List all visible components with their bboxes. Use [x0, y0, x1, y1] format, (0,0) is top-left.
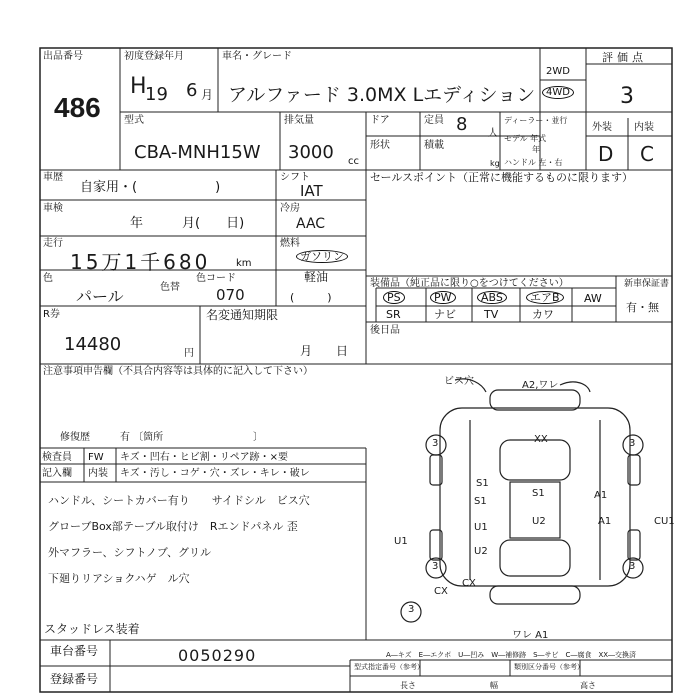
displacement-label: 排気量	[284, 115, 314, 126]
after-market-label: 後日品	[370, 325, 400, 336]
name-change-value: 月 日	[300, 344, 349, 358]
capacity-value: 8	[456, 114, 468, 135]
equip-pw: PW	[430, 291, 456, 304]
remark-4: 下廻りリアショクハゲ ル穴	[48, 572, 190, 585]
interior-label: 内装	[634, 122, 654, 133]
warranty-value: 有・無	[626, 301, 659, 314]
reg-year: 19	[145, 84, 168, 105]
equipment-label: 装備品（純正品に限り○をつけてください）	[370, 278, 569, 289]
diag-label-3-rr: 3	[629, 561, 636, 572]
equip-ps: PS	[383, 291, 405, 304]
name-change-label: 名変通知期限	[206, 308, 279, 322]
equip-tv: TV	[484, 308, 499, 321]
diag-label-3-spare: 3	[408, 604, 415, 615]
diagram-legend: A―キズ E―エクボ U―凹み W―補修跡 S―サビ C―腐食 XX―交換済	[386, 651, 637, 659]
sales-points-label: セールスポイント（正常に機能するものに限ります）	[370, 171, 634, 184]
mileage-unit: km	[236, 258, 252, 269]
inspector-label-2: 記入欄	[42, 468, 72, 479]
equip-abs: ABS	[477, 291, 507, 304]
model-year-label: モデル 年式	[504, 134, 547, 143]
diag-label-s1-a: S1	[476, 478, 489, 489]
color-code: 070	[216, 286, 245, 304]
diag-label-a2: A2,ワレ	[522, 380, 559, 391]
notes-label: 注意事項申告欄（不具合内容等は具体的に記入して下さい）	[43, 366, 313, 377]
reg-era: H	[130, 74, 147, 99]
lot-number: 486	[54, 92, 101, 123]
shape-label: 形状	[370, 140, 390, 151]
fuel-other: ( )	[290, 291, 332, 304]
recycle-label: R券	[43, 309, 60, 320]
drive-2wd: 2WD	[546, 66, 570, 77]
model-value: CBA-MNH15W	[134, 142, 261, 163]
fuel-gasoline: ガソリン	[296, 250, 348, 263]
drive-4wd: 4WD	[542, 86, 574, 99]
inspector-label: 検査員	[42, 452, 72, 463]
car-name: アルファード 3.0MX Lエディション	[228, 84, 536, 106]
remark-2: グローブBox部テーブル取付け Rエンドパネル 歪	[48, 520, 298, 533]
door-label: ドア	[370, 115, 390, 126]
diag-label-bolt-holes: ビス穴	[444, 376, 474, 387]
mileage-value: 15万1千680	[70, 250, 211, 274]
shift-value: IAT	[300, 182, 323, 200]
check-fw: FW	[88, 452, 104, 463]
dealer-label: ディーラー・並行	[504, 116, 568, 125]
equip-leather: カワ	[532, 308, 554, 321]
year-unit: 年	[532, 145, 540, 154]
reg-date-label: 初度登録年月	[124, 51, 184, 62]
repair-label: 修復歴	[60, 432, 90, 443]
usage-value: 自家用・( )	[80, 180, 221, 195]
ac-value: AAC	[296, 216, 326, 232]
inspection-value: 年 月( 日)	[130, 216, 245, 231]
lot-label: 出品番号	[43, 51, 83, 62]
plate-label: 登録番号	[50, 672, 99, 686]
mileage-label: 走行	[43, 238, 63, 249]
diag-label-3-rl: 3	[432, 561, 439, 572]
recycle-value: 14480	[64, 334, 122, 355]
fuel-label: 燃料	[280, 238, 300, 249]
diag-label-u2-a: U2	[532, 516, 546, 527]
color-change-label: 色替	[160, 282, 180, 293]
diag-label-s1-c: S1	[532, 488, 545, 499]
car-name-label: 車名・グレード	[222, 51, 292, 62]
diag-label-a1-a: A1	[594, 490, 608, 501]
class-spec-label: 類別区分番号（参考）	[514, 663, 584, 671]
handle-label: ハンドル 左・右	[504, 158, 563, 167]
capacity-unit: 人	[488, 128, 498, 139]
diag-label-cu1: CU1	[654, 516, 675, 527]
ac-label: 冷房	[280, 203, 300, 214]
reg-month-unit: 月	[201, 88, 214, 102]
diag-label-s1-b: S1	[474, 496, 487, 507]
dim-width: 幅	[490, 681, 498, 690]
reg-month: 6	[186, 80, 198, 101]
studless-note: スタッドレス装着	[44, 622, 140, 636]
check-int-items: キズ・汚し・コゲ・穴・ズレ・キレ・破レ	[120, 468, 310, 479]
diag-label-crack-a1: ワレ A1	[512, 630, 549, 641]
diag-label-cx-a: CX	[434, 586, 448, 597]
color-code-label: 色コード	[196, 273, 236, 284]
diag-label-u1-a: U1	[394, 536, 408, 547]
model-label: 型式	[124, 115, 144, 126]
exterior-label: 外装	[592, 122, 612, 133]
chassis-value: 0050290	[178, 646, 257, 665]
dim-length: 長さ	[400, 681, 416, 690]
usage-label: 車歴	[43, 172, 63, 183]
load-label: 積載	[424, 140, 444, 151]
load-unit: kg	[490, 159, 500, 168]
diag-label-a1-b: A1	[598, 516, 612, 527]
recycle-unit: 円	[184, 348, 194, 359]
grade-value: 3	[620, 84, 634, 109]
diag-label-3-fr: 3	[629, 438, 636, 449]
fuel-diesel: 軽油	[304, 270, 329, 284]
interior-grade: C	[640, 142, 654, 166]
dim-height: 高さ	[580, 681, 596, 690]
diag-label-u2-b: U2	[474, 546, 488, 557]
color-value: パール	[76, 287, 124, 306]
remark-1: ハンドル、シートカバー有り サイドシル ビス穴	[48, 494, 310, 507]
equip-navi: ナビ	[434, 308, 456, 321]
grade-label: 評価点	[602, 51, 647, 64]
exterior-grade: D	[598, 142, 614, 166]
check-int: 内装	[88, 468, 108, 479]
diag-label-u1-b: U1	[474, 522, 488, 533]
capacity-label: 定員	[424, 115, 444, 126]
chassis-label: 車台番号	[50, 644, 99, 658]
remark-3: 外マフラー、シフトノブ、グリル	[48, 546, 212, 559]
type-spec-label: 型式指定番号（参考）	[354, 663, 424, 671]
check-fw-items: キズ・凹右・ヒビ割・リペア跡・×要	[120, 452, 288, 463]
equip-airbag: エアB	[526, 291, 564, 304]
warranty-label: 新車保証書	[624, 279, 670, 289]
repair-value: 有 〔箇所 〕	[120, 432, 264, 443]
equip-aw: AW	[584, 292, 602, 305]
diag-label-xx: XX	[534, 434, 548, 445]
diag-label-3-fl: 3	[432, 438, 439, 449]
displacement-unit: cc	[348, 156, 359, 167]
shift-label: シフト	[280, 172, 310, 183]
displacement-value: 3000	[288, 142, 334, 163]
inspection-label: 車検	[43, 203, 63, 214]
diag-label-cx-b: CX	[462, 578, 476, 589]
color-label: 色	[43, 273, 53, 284]
equip-sr: SR	[386, 308, 401, 321]
